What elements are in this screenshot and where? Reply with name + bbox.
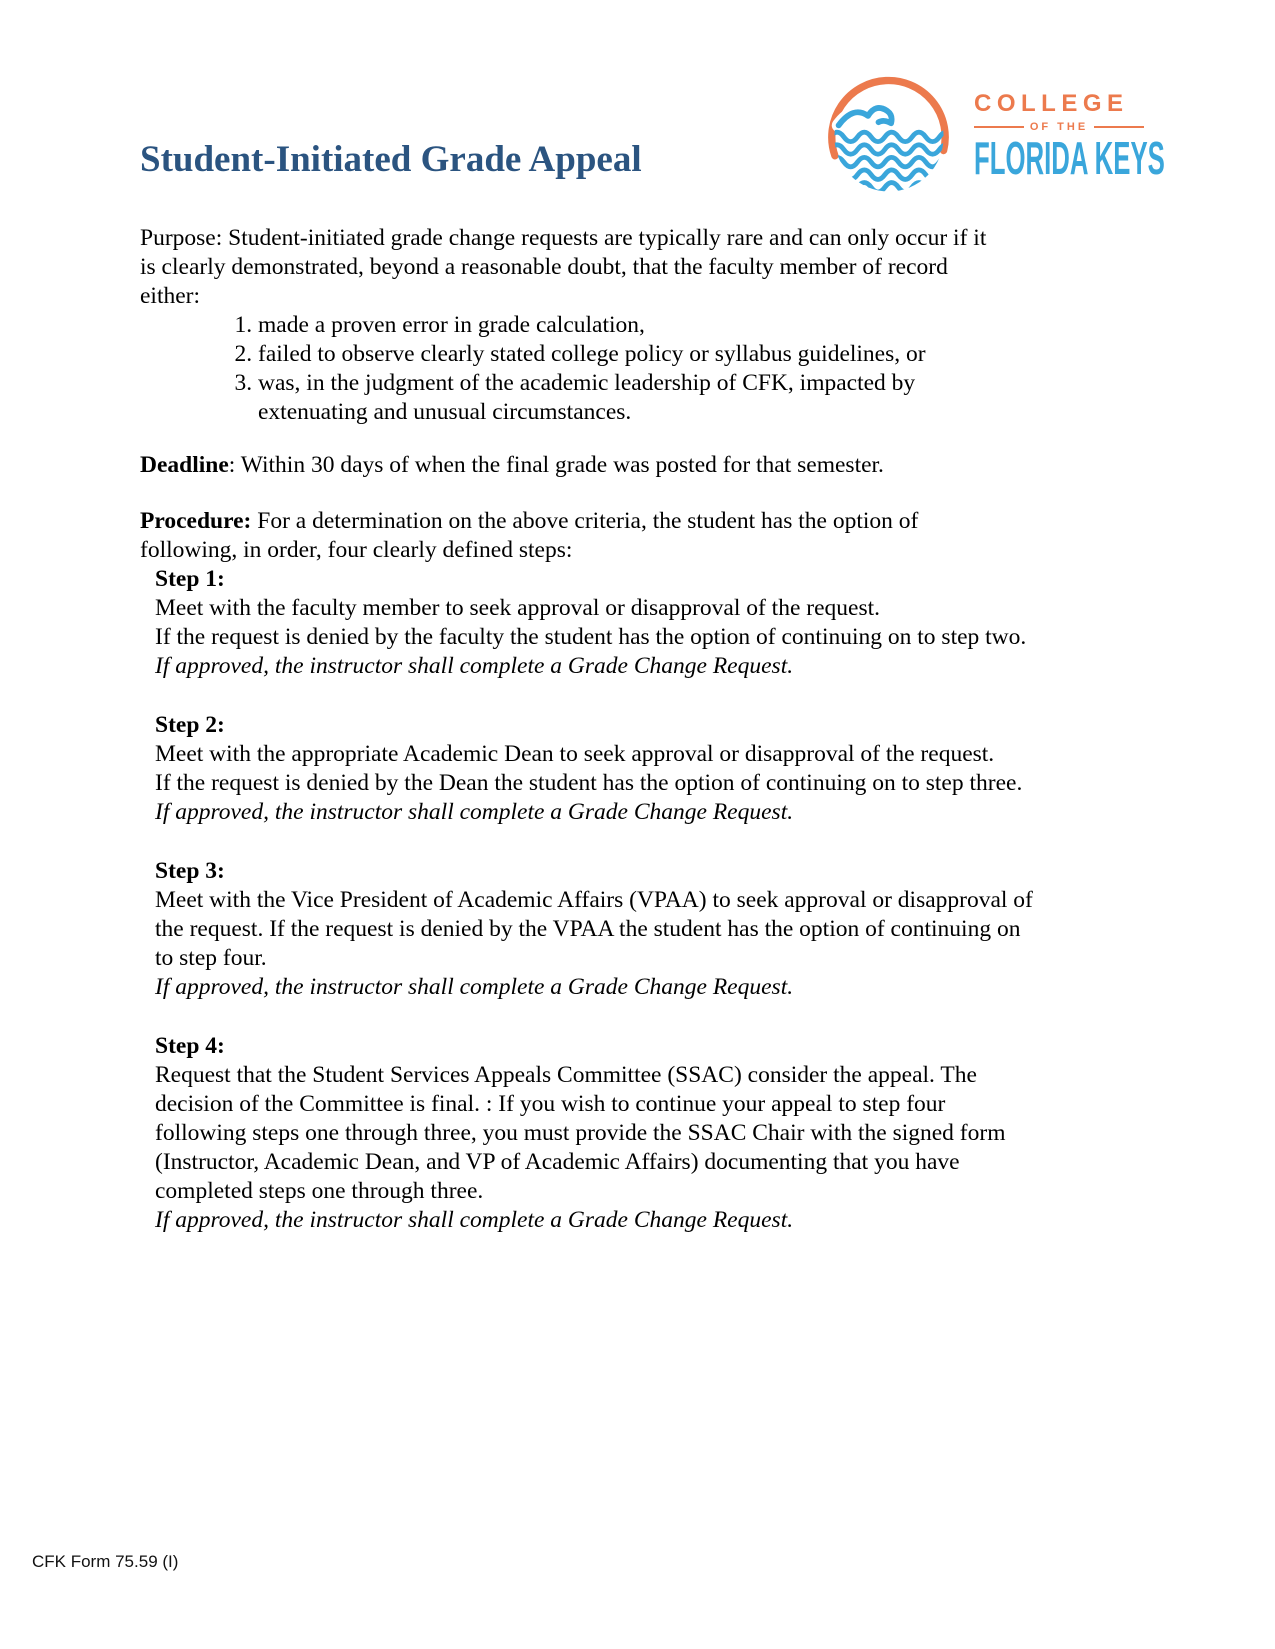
form-number: CFK Form 75.59 (I) xyxy=(32,1552,179,1571)
step-body-line: completed steps one through three. xyxy=(155,1178,484,1204)
procedure-paragraph xyxy=(140,507,1215,565)
step-block xyxy=(140,857,1215,1002)
criteria-line: 1. made a proven error in grade calculation, xyxy=(258,312,645,338)
logo-word-college: COLLEGE xyxy=(974,90,1129,117)
step-italic-note: If approved, the instructor shall complete a Grade Change Request. xyxy=(155,799,794,825)
step-block xyxy=(140,1032,1215,1235)
criteria-line: 2. failed to observe clearly stated college policy or syllabus guidelines, or xyxy=(258,341,926,367)
step-label: Step 3: xyxy=(155,858,225,884)
step-body-line: Request that the Student Services Appeals Committee (SSAC) consider the appeal. The xyxy=(155,1062,977,1088)
deadline-text: : Within 30 days of when the final grade was posted for that semester. xyxy=(228,452,884,478)
college-logo-emblem-icon xyxy=(826,76,952,202)
procedure-line2: following, in order, four clearly defined steps: xyxy=(140,537,573,563)
step-italic-note: If approved, the instructor shall complete a Grade Change Request. xyxy=(155,1207,794,1233)
logo-rule-right xyxy=(1094,126,1144,128)
criteria-item xyxy=(258,311,1215,340)
step-italic-note: If approved, the instructor shall complete a Grade Change Request. xyxy=(155,653,794,679)
procedure-label: Procedure: xyxy=(140,508,252,534)
intro-line: either: xyxy=(140,283,201,309)
intro-paragraph xyxy=(140,224,1215,311)
college-logo xyxy=(826,76,1165,202)
step-body-line: the request. If the request is denied by the VPAA the student has the option of continuing on xyxy=(155,916,1021,942)
step-body-line: Meet with the Vice President of Academic Affairs (VPAA) to seek approval or disapproval of xyxy=(155,887,1033,913)
page-title: Student-Initiated Grade Appeal xyxy=(140,138,642,180)
step-label: Step 4: xyxy=(155,1033,225,1059)
criteria-line: 3. was, in the judgment of the academic leadership of CFK, impacted by xyxy=(258,370,916,396)
step-body-line: If the request is denied by the Dean the student has the option of continuing on to step three. xyxy=(155,770,1023,796)
deadline-paragraph xyxy=(140,451,1215,480)
logo-rule-left xyxy=(974,126,1024,128)
college-logo-wordmark xyxy=(974,76,1165,184)
intro-line: is clearly demonstrated, beyond a reasonable doubt, that the faculty member of record xyxy=(140,254,948,280)
waves-icon xyxy=(830,132,952,192)
intro-line: Purpose: Student-initiated grade change requests are typically rare and can only occur if it xyxy=(140,225,987,251)
criteria-list xyxy=(140,311,1215,427)
logo-word-of-the: OF THE xyxy=(974,121,1144,133)
step-label: Step 2: xyxy=(155,712,225,738)
step-body-line: If the request is denied by the faculty the student has the option of continuing on to step two. xyxy=(155,624,1027,650)
step-block xyxy=(140,711,1215,827)
logo-word-florida-keys: FLORIDA KEYS xyxy=(974,132,1165,184)
step-body-line: to step four. xyxy=(155,945,267,971)
criteria-item xyxy=(258,340,1215,369)
steps xyxy=(140,565,1215,1235)
step-body-line: Meet with the appropriate Academic Dean to seek approval or disapproval of the request. xyxy=(155,741,995,767)
step-body-line: (Instructor, Academic Dean, and VP of Academic Affairs) documenting that you have xyxy=(155,1149,960,1175)
criteria-line: extenuating and unusual circumstances. xyxy=(258,399,632,425)
step-body-line: Meet with the faculty member to seek approval or disapproval of the request. xyxy=(155,595,881,621)
bird-icon xyxy=(839,108,892,125)
step-block xyxy=(140,565,1215,681)
document-body xyxy=(140,224,1215,1235)
criteria-item xyxy=(258,369,1215,427)
step-body-line: decision of the Committee is final. : If you wish to continue your appeal to step four xyxy=(155,1091,946,1117)
step-label: Step 1: xyxy=(155,566,225,592)
step-italic-note: If approved, the instructor shall complete a Grade Change Request. xyxy=(155,974,794,1000)
step-body-line: following steps one through three, you must provide the SSAC Chair with the signed form xyxy=(155,1120,1006,1146)
deadline-label: Deadline xyxy=(140,452,229,478)
procedure-line1: For a determination on the above criteria, the student has the option of xyxy=(251,508,919,534)
